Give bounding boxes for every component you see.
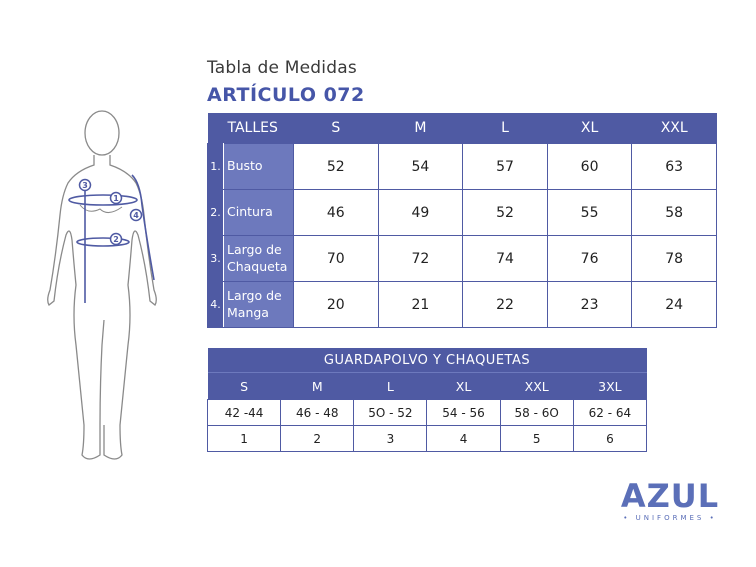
page-title: Tabla de Medidas <box>207 58 357 78</box>
table-cell: 76 <box>547 236 632 282</box>
table-row-largo-chaqueta <box>208 236 717 282</box>
article-title: ARTÍCULO 072 <box>207 84 365 106</box>
row-label: Cintura <box>224 190 294 236</box>
row-number: 3. <box>208 236 224 282</box>
size-header: XXL <box>500 373 573 400</box>
talles-header: TALLES <box>208 113 294 144</box>
azul-logo <box>620 478 720 522</box>
row-label-line: Chaqueta <box>227 258 288 274</box>
logo-tagline: • UNIFORMES • <box>623 514 717 522</box>
table-cell: 3 <box>354 426 427 452</box>
size-table <box>207 113 717 328</box>
table-cell: 46 - 48 <box>281 400 354 426</box>
row-number: 2. <box>208 190 224 236</box>
table-cell: 23 <box>547 282 632 328</box>
size-header: XL <box>547 113 632 144</box>
marker-2-label: 2 <box>113 235 119 244</box>
table-cell: 54 <box>378 144 463 190</box>
guardapolvo-numbers-row <box>208 426 647 452</box>
table-cell: 63 <box>632 144 717 190</box>
size-table-header <box>208 113 717 144</box>
table-cell: 6 <box>573 426 646 452</box>
row-label <box>224 282 294 328</box>
table-cell: 62 - 64 <box>573 400 646 426</box>
size-header: L <box>354 373 427 400</box>
row-label-line: Largo de <box>227 241 282 257</box>
table-cell: 58 - 6O <box>500 400 573 426</box>
guardapolvo-title: GUARDAPOLVO Y CHAQUETAS <box>208 348 647 373</box>
table-cell: 46 <box>294 190 379 236</box>
row-label: Busto <box>224 144 294 190</box>
table-cell: 70 <box>294 236 379 282</box>
size-header: M <box>378 113 463 144</box>
marker-4-label: 4 <box>133 211 139 220</box>
table-row-largo-manga <box>208 282 717 328</box>
size-header: L <box>463 113 548 144</box>
row-label-line: Largo de <box>227 287 282 303</box>
table-cell: 52 <box>294 144 379 190</box>
table-cell: 57 <box>463 144 548 190</box>
table-cell: 52 <box>463 190 548 236</box>
guardapolvo-table <box>207 348 647 452</box>
row-number: 4. <box>208 282 224 328</box>
table-cell: 2 <box>281 426 354 452</box>
guardapolvo-sizes-row <box>208 373 647 400</box>
marker-1-label: 1 <box>113 194 119 203</box>
table-cell: 21 <box>378 282 463 328</box>
table-cell: 4 <box>427 426 500 452</box>
guardapolvo-title-row <box>208 348 647 373</box>
table-cell: 5 <box>500 426 573 452</box>
table-cell: 49 <box>378 190 463 236</box>
table-row-busto <box>208 144 717 190</box>
row-label <box>224 236 294 282</box>
size-header: XL <box>427 373 500 400</box>
table-cell: 24 <box>632 282 717 328</box>
table-cell: 42 -44 <box>208 400 281 426</box>
marker-4 <box>131 210 142 221</box>
row-number: 1. <box>208 144 224 190</box>
table-cell: 1 <box>208 426 281 452</box>
table-row-cintura <box>208 190 717 236</box>
size-header: S <box>208 373 281 400</box>
table-cell: 72 <box>378 236 463 282</box>
guardapolvo-ranges-row <box>208 400 647 426</box>
table-cell: 78 <box>632 236 717 282</box>
table-cell: 60 <box>547 144 632 190</box>
marker-1 <box>111 193 122 204</box>
table-cell: 5O - 52 <box>354 400 427 426</box>
row-label-line: Manga <box>227 304 269 320</box>
table-cell: 54 - 56 <box>427 400 500 426</box>
table-cell: 74 <box>463 236 548 282</box>
size-header: M <box>281 373 354 400</box>
body-silhouette <box>36 105 176 470</box>
marker-2 <box>111 234 122 245</box>
size-header: 3XL <box>573 373 646 400</box>
table-cell: 22 <box>463 282 548 328</box>
size-header: XXL <box>632 113 717 144</box>
size-header: S <box>294 113 379 144</box>
marker-3-label: 3 <box>82 181 88 190</box>
table-cell: 58 <box>632 190 717 236</box>
table-cell: 55 <box>547 190 632 236</box>
marker-3 <box>80 180 91 191</box>
table-cell: 20 <box>294 282 379 328</box>
logo-wordmark: AZUL <box>620 477 720 515</box>
